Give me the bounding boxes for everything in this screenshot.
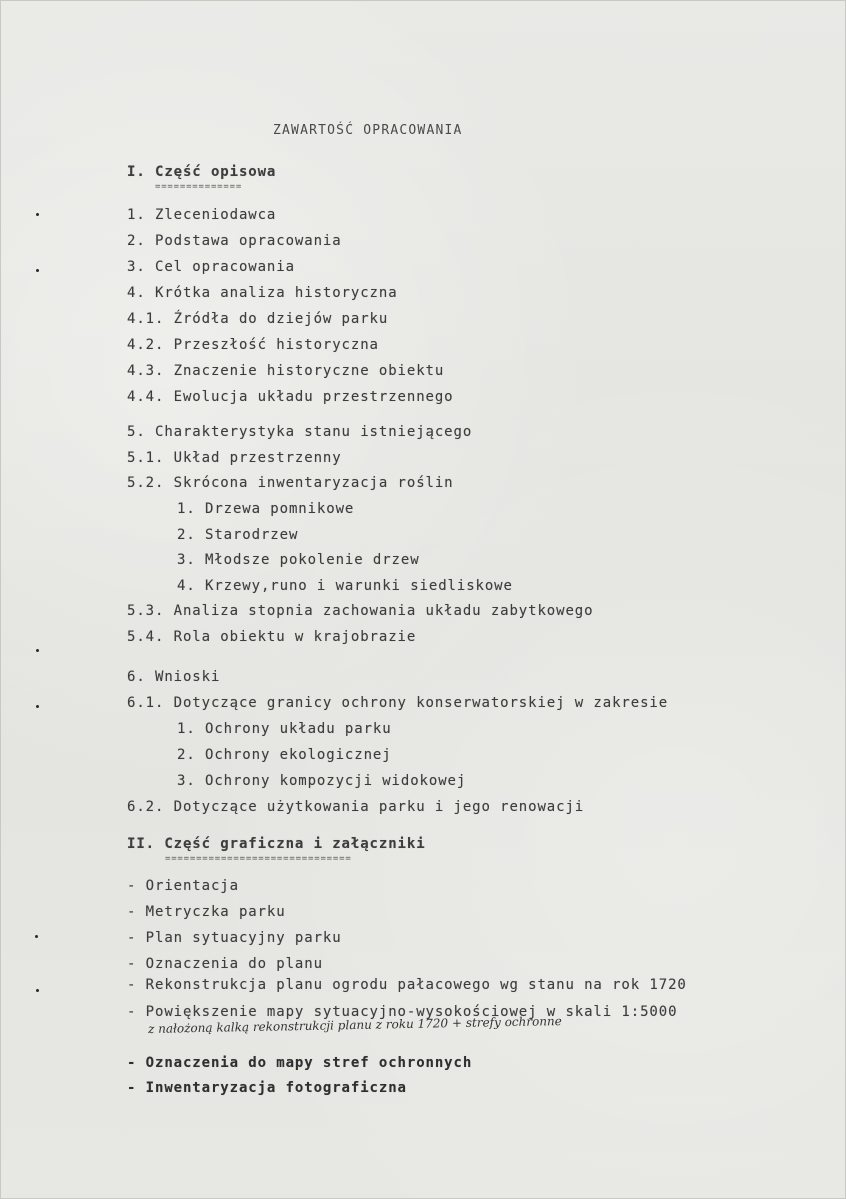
toc-line: - Oznaczenia do planu: [127, 956, 323, 972]
margin-dot: [36, 705, 39, 708]
toc-line: 1. Zleceniodawca: [127, 207, 277, 223]
toc-line: - Orientacja: [127, 878, 239, 894]
section-heading-descriptive: I. Część opisowa: [127, 164, 277, 180]
toc-line: 5.2. Skrócona inwentaryzacja roślin: [127, 475, 454, 491]
toc-line: - Plan sytuacyjny parku: [127, 930, 342, 946]
toc-line: 6.2. Dotyczące użytkowania parku i jego renowacji: [127, 799, 585, 815]
toc-line: - Oznaczenia do mapy stref ochronnych: [127, 1055, 473, 1071]
toc-subline: 2. Ochrony ekologicznej: [177, 747, 392, 763]
toc-line: 2. Podstawa opracowania: [127, 233, 342, 249]
document-title: ZAWARTOŚĆ OPRACOWANIA: [273, 123, 463, 138]
toc-line: 5. Charakterystyka stanu istniejącego: [127, 424, 473, 440]
toc-line: - Powiększenie mapy sytuacyjno-wysokościowej w skali 1:5000: [127, 1004, 678, 1020]
section-underline-graphic: ==============================: [165, 854, 352, 864]
margin-dot: [35, 935, 38, 938]
toc-line: 4. Krótka analiza historyczna: [127, 285, 398, 301]
toc-line: - Inwentaryzacja fotograficzna: [127, 1080, 407, 1096]
handwritten-note: z nałożoną kalką rekonstrukcji planu z roku 1720 + strefy ochronne: [147, 1014, 562, 1036]
toc-line: 5.4. Rola obiektu w krajobrazie: [127, 629, 417, 645]
toc-subline: 1. Ochrony układu parku: [177, 721, 392, 737]
margin-dot: [36, 649, 39, 652]
toc-subline: 3. Młodsze pokolenie drzew: [177, 552, 420, 568]
toc-subline: 1. Drzewa pomnikowe: [177, 501, 355, 517]
toc-line: 4.1. Źródła do dziejów parku: [127, 311, 389, 327]
margin-dot: [36, 989, 39, 992]
toc-subline: 2. Starodrzew: [177, 527, 299, 543]
toc-line: 3. Cel opracowania: [127, 259, 295, 275]
toc-line: 4.3. Znaczenie historyczne obiektu: [127, 363, 445, 379]
margin-dot: [36, 269, 39, 272]
margin-dot: [36, 213, 39, 216]
toc-subline: 3. Ochrony kompozycji widokowej: [177, 773, 467, 789]
section-underline-descriptive: ==============: [155, 182, 243, 192]
toc-line: - Metryczka parku: [127, 904, 286, 920]
toc-subline: 4. Krzewy,runo i warunki siedliskowe: [177, 578, 513, 594]
toc-line: - Rekonstrukcja planu ogrodu pałacowego wg stanu na rok 1720: [127, 977, 687, 993]
toc-line: 6. Wnioski: [127, 669, 221, 685]
toc-line: 6.1. Dotyczące granicy ochrony konserwatorskiej w zakresie: [127, 695, 669, 711]
section-heading-graphic: II. Część graficzna i załączniki: [127, 836, 426, 852]
toc-line: 5.3. Analiza stopnia zachowania układu zabytkowego: [127, 603, 594, 619]
toc-line: 5.1. Układ przestrzenny: [127, 450, 342, 466]
toc-line: 4.4. Ewolucja układu przestrzennego: [127, 389, 454, 405]
toc-line: 4.2. Przeszłość historyczna: [127, 337, 379, 353]
